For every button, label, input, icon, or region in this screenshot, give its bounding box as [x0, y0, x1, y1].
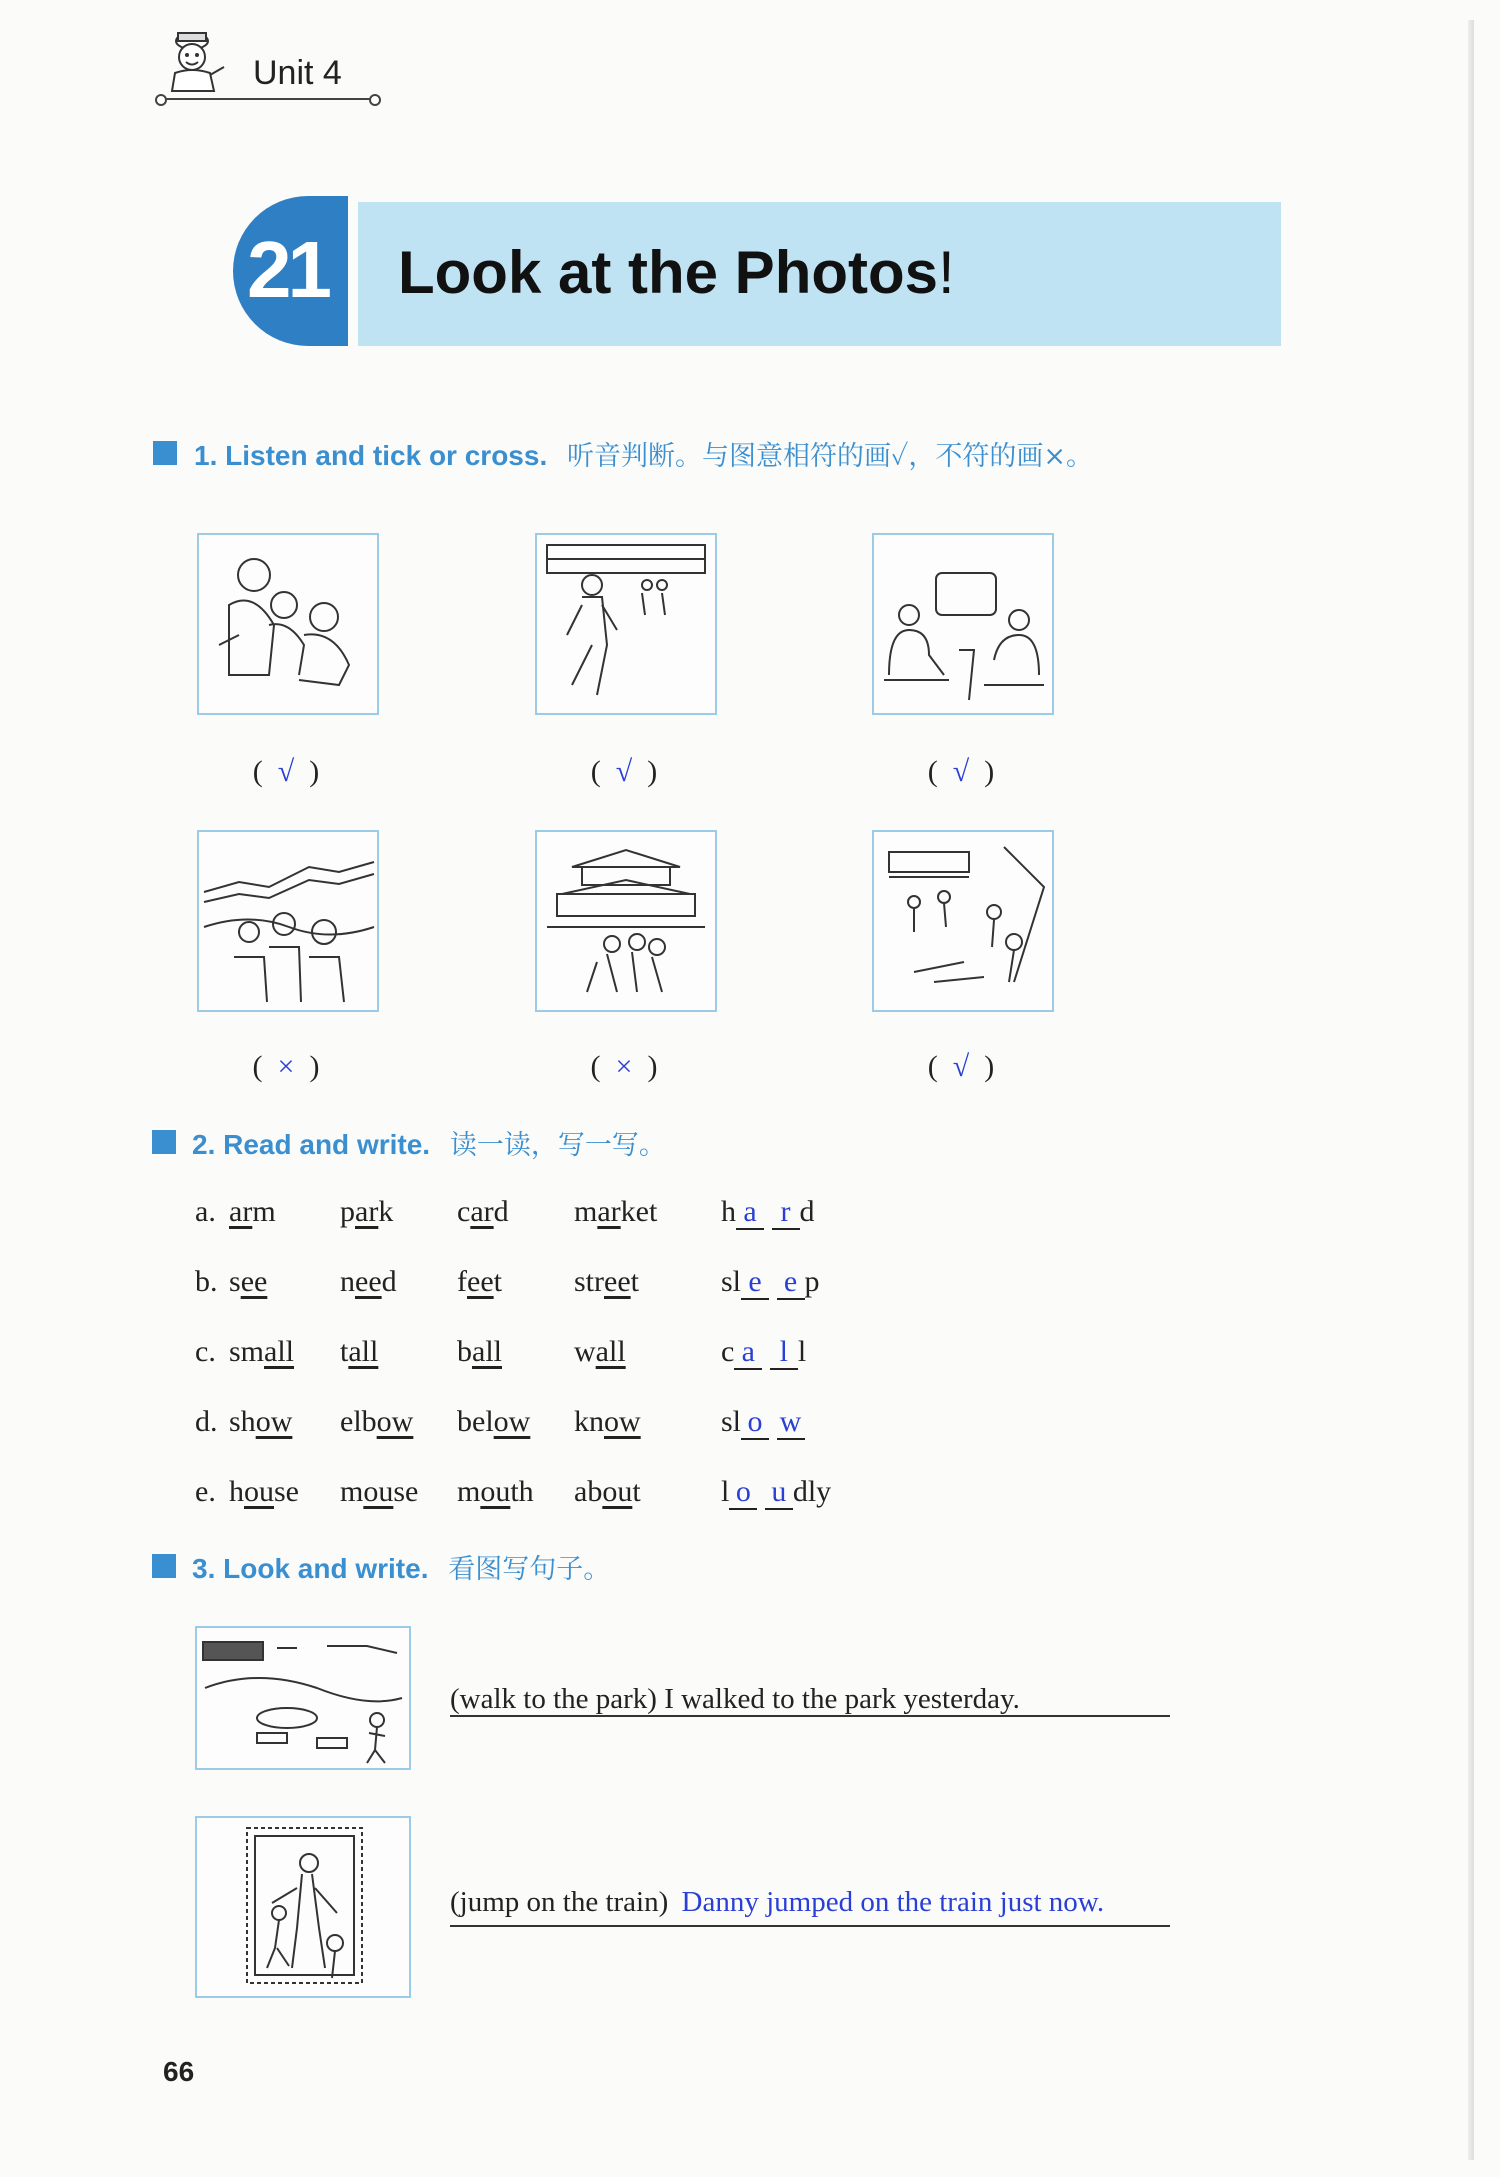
example-word: feet [457, 1265, 502, 1298]
example-word: park [340, 1195, 394, 1228]
answer-2: ( √ ) [590, 755, 658, 788]
row-label: b. [195, 1265, 218, 1298]
section1-title-en: 1. Listen and tick or cross. [194, 440, 548, 471]
answer-line-2 [450, 1925, 1170, 1927]
family-photo-image [197, 533, 379, 715]
mascot-icon [160, 23, 230, 98]
example-word: elbow [340, 1405, 414, 1438]
street-scene-image [872, 830, 1054, 1012]
prompt-2: (jump on the train) [450, 1886, 669, 1918]
unit-header [155, 18, 380, 108]
man-walking-station-image [535, 533, 717, 715]
section2-title [192, 1123, 666, 1162]
park-walk-image [195, 1626, 411, 1770]
example-word: show [229, 1405, 293, 1438]
answer-line-1 [450, 1715, 1170, 1717]
lesson-title [398, 238, 955, 307]
example-word: see [229, 1265, 268, 1298]
row-label: a. [195, 1195, 216, 1228]
example-word: about [574, 1475, 641, 1508]
lesson-title-text: Look at the Photos [398, 239, 938, 306]
fill-in-word[interactable]: sl o w [721, 1405, 805, 1440]
fill-in-word[interactable]: c a l l [721, 1335, 807, 1368]
blank-2[interactable]: u [765, 1475, 793, 1510]
example-word: need [340, 1265, 397, 1298]
example-word: know [574, 1405, 641, 1438]
example-word: street [574, 1265, 639, 1298]
example-word: market [574, 1195, 658, 1228]
section3-title-cn: 看图写句子。 [448, 1554, 611, 1585]
section2-title-cn: 读一读，写一写。 [449, 1130, 666, 1161]
answer-6: ( √ ) [927, 1050, 995, 1083]
answer-3: ( √ ) [927, 755, 995, 788]
blank-2[interactable]: r [772, 1195, 800, 1230]
forbidden-city-photo-image [535, 830, 717, 1012]
sentence-1 [450, 1683, 1020, 1716]
prompt-1: (walk to the park) [450, 1683, 657, 1715]
blank-1[interactable]: o [729, 1475, 757, 1510]
sentence-2 [450, 1886, 1104, 1919]
unit-label: Unit 4 [253, 54, 342, 92]
answer-5: ( × ) [590, 1050, 658, 1083]
great-wall-photo-image [197, 830, 379, 1012]
example-word: house [229, 1475, 299, 1508]
section3-title-en: 3. Look and write. [192, 1553, 429, 1584]
blank-2[interactable]: l [770, 1335, 798, 1370]
example-word: ball [457, 1335, 502, 1368]
row-label: e. [195, 1475, 216, 1508]
example-word: below [457, 1405, 531, 1438]
sentence-answer-1[interactable]: I walked to the park yesterday. [664, 1683, 1020, 1715]
answer-4: ( × ) [252, 1050, 320, 1083]
section2-title-en: 2. Read and write. [192, 1129, 431, 1160]
example-word: tall [340, 1335, 379, 1368]
fill-in-word[interactable]: l o u dly [721, 1475, 832, 1508]
section1-title-cn: 听音判断。与图意相符的画✓，不符的画×。 [567, 441, 1094, 472]
answer-1: ( √ ) [252, 755, 320, 788]
example-word: mouse [340, 1475, 419, 1508]
example-word: mouth [457, 1475, 534, 1508]
page-number: 66 [163, 2056, 195, 2087]
blank-1[interactable]: e [741, 1265, 769, 1300]
people-with-tv-image [872, 533, 1054, 715]
lesson-title-punct: ! [938, 239, 955, 306]
page-edge [1468, 20, 1474, 2160]
section3-marker [152, 1554, 176, 1578]
example-word: card [457, 1195, 509, 1228]
blank-1[interactable]: o [741, 1405, 769, 1440]
example-word: wall [574, 1335, 626, 1368]
blank-2[interactable]: w [777, 1405, 805, 1440]
header-rule [157, 98, 375, 100]
example-word: arm [229, 1195, 276, 1228]
lesson-banner [233, 196, 1285, 354]
section2-marker [152, 1130, 176, 1154]
row-label: c. [195, 1335, 216, 1368]
blank-1[interactable]: a [736, 1195, 764, 1230]
row-label: d. [195, 1405, 218, 1438]
section1-title [194, 434, 1093, 473]
blank-1[interactable]: a [734, 1335, 762, 1370]
fill-in-word[interactable]: sl e e p [721, 1265, 820, 1298]
section3-title [192, 1547, 610, 1586]
train-jump-image [195, 1816, 411, 1998]
fill-in-word[interactable]: h a r d [721, 1195, 815, 1228]
section1-marker [153, 441, 177, 465]
example-word: small [229, 1335, 295, 1368]
lesson-number: 21 [247, 225, 328, 314]
blank-2[interactable]: e [777, 1265, 805, 1300]
sentence-answer-2[interactable]: Danny jumped on the train just now. [681, 1886, 1105, 1918]
